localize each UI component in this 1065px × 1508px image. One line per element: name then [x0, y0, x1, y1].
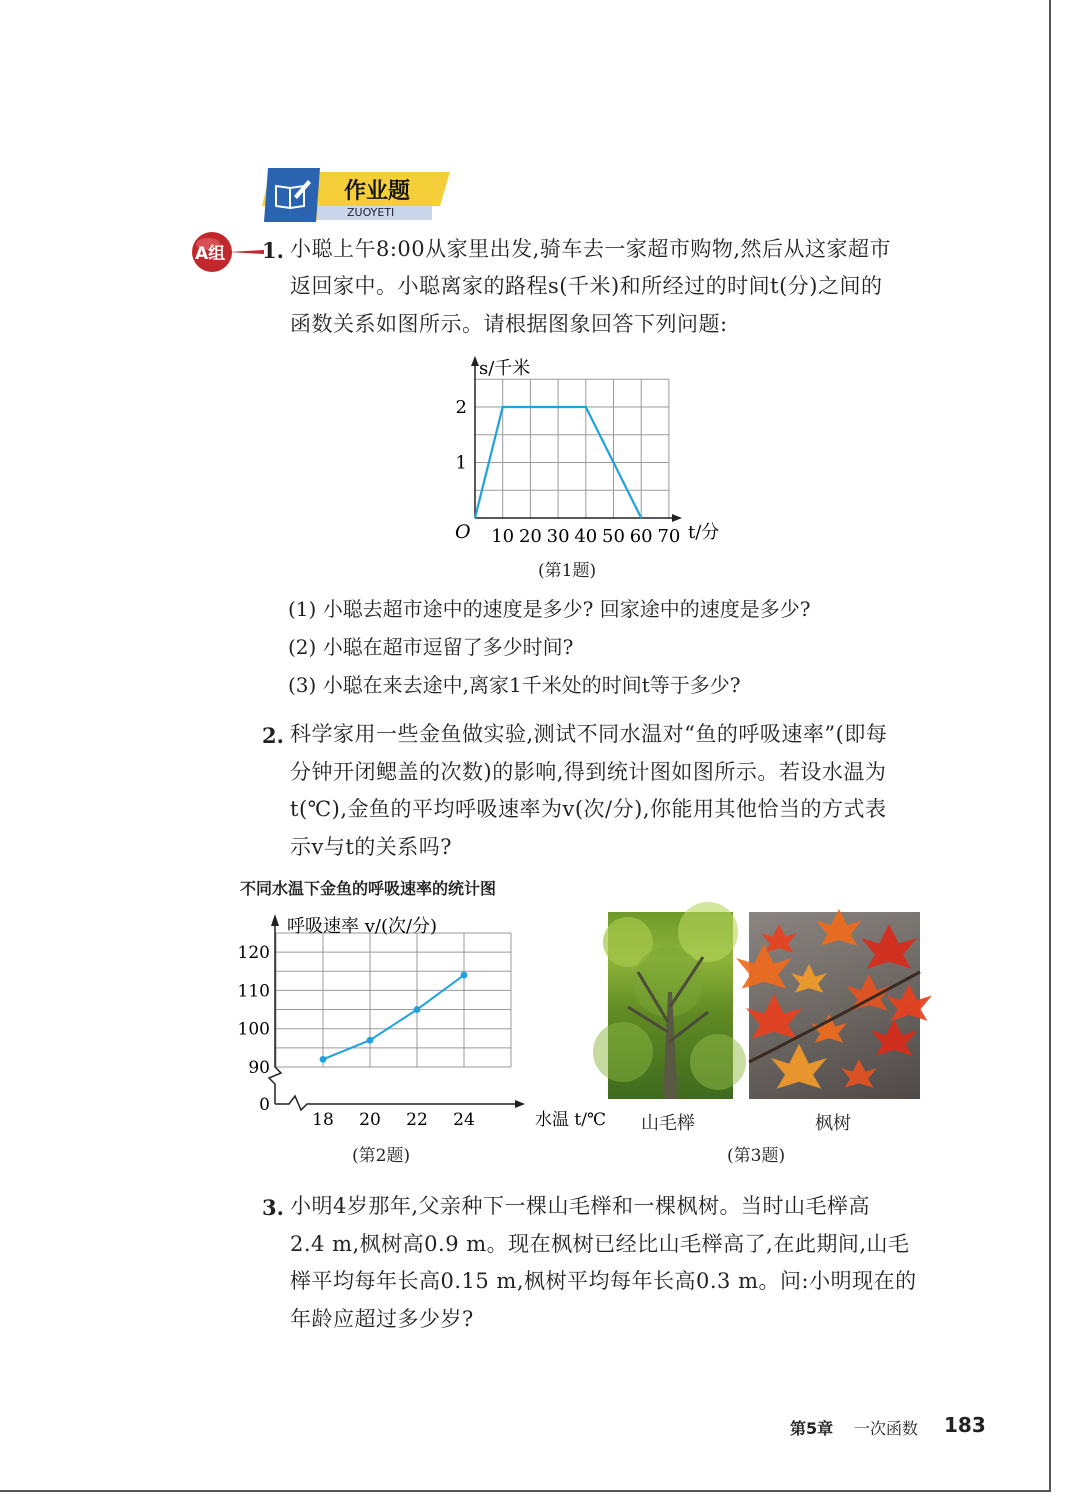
- section-banner: [262, 168, 452, 224]
- maple-leaf: [791, 964, 827, 993]
- q1-caption: (第1题): [538, 561, 597, 581]
- maple-label: 枫树: [815, 1113, 851, 1134]
- x-axis-arrow: [515, 1100, 525, 1108]
- y-tick-label: 90: [248, 1058, 270, 1078]
- q2-line-4: 示v与t的关系吗?: [290, 835, 453, 859]
- y-tick-label: 100: [237, 1019, 270, 1040]
- maple-leaf: [746, 994, 802, 1039]
- y-tick-label: 110: [237, 981, 270, 1002]
- q1-sub-3: (3) 小聪在来去途中,离家1千米处的时间t等于多少?: [288, 673, 741, 697]
- y-tick-label: 120: [237, 943, 270, 964]
- section-title: 作业题: [344, 179, 411, 204]
- q2-line-1: 科学家用一些金鱼做实验,测试不同水温对“鱼的呼吸速率”(即每: [290, 722, 888, 746]
- maple-leaf: [861, 924, 917, 969]
- question-number-1: 1.: [262, 238, 284, 263]
- q3-line-4: 年龄应超过多少岁?: [290, 1307, 474, 1331]
- q1-sub-2: (2) 小聪在超市逗留了多少时间?: [288, 635, 574, 659]
- question-number-3: 3.: [262, 1195, 284, 1220]
- data-point: [461, 972, 468, 979]
- footer-chapter-title: 一次函数: [854, 1419, 919, 1438]
- question-number-2: 2.: [262, 723, 284, 748]
- group-badge-label: A组: [195, 244, 226, 264]
- y-tick-label: 2: [455, 397, 467, 418]
- q2-line-2: 分钟开闭鳃盖的次数)的影响,得到统计图如图所示。若设水温为: [290, 760, 887, 784]
- q1-line-3: 函数关系如图所示。请根据图象回答下列问题:: [290, 312, 728, 336]
- x-tick-label: 70: [657, 526, 681, 547]
- page-number: 183: [944, 1413, 986, 1437]
- x-axis: [275, 1096, 523, 1110]
- q1-line-1: 小聪上午8:00从家里出发,骑车去一家超市购物,然后从这家超市: [290, 237, 892, 261]
- group-badge: [188, 230, 266, 274]
- x-tick-label: 50: [602, 526, 625, 547]
- y-axis-label: 呼吸速率 v/(次/分): [287, 916, 438, 937]
- chart2-title: 不同水温下金鱼的呼吸速率的统计图: [240, 879, 497, 898]
- beech-label: 山毛榉: [641, 1113, 695, 1134]
- q3-line-1: 小明4岁那年,父亲种下一棵山毛榉和一棵枫树。当时山毛榉高: [290, 1194, 871, 1218]
- maple-tree-photo: [749, 912, 920, 1099]
- y-tick-label: 0: [259, 1095, 270, 1115]
- x-tick-label: 10: [491, 526, 515, 547]
- q3-line-3: 榉平均每年长高0.15 m,枫树平均每年长高0.3 m。问:小明现在的: [290, 1269, 917, 1293]
- x-tick-label: 20: [359, 1110, 381, 1130]
- y-tick-label: 1: [455, 452, 467, 474]
- book-pen-icon: [270, 174, 314, 214]
- x-tick-label: 40: [574, 526, 598, 547]
- maple-leaf: [761, 924, 797, 953]
- y-axis-arrow: [471, 356, 479, 366]
- data-point: [320, 1056, 327, 1063]
- beech-tree-photo: [608, 912, 733, 1099]
- data-point: [414, 1006, 421, 1013]
- series-line: [323, 975, 464, 1059]
- footer-chapter: 第5章: [790, 1419, 834, 1438]
- section-subtitle: ZUOYETI: [347, 206, 395, 219]
- y-axis: [269, 918, 281, 1104]
- origin-label: O: [455, 521, 471, 543]
- x-tick-label: 22: [406, 1110, 428, 1130]
- y-axis-label: s/千米: [479, 358, 531, 379]
- maple-leaf: [771, 1044, 827, 1089]
- maple-leaf: [841, 1059, 877, 1088]
- maple-leaf: [816, 909, 862, 946]
- q3-line-2: 2.4 m,枫树高0.9 m。现在枫树已经比山毛榉高了,在此期间,山毛: [290, 1232, 910, 1256]
- q3-caption: (第3题): [727, 1146, 786, 1166]
- y-axis-arrow: [271, 914, 279, 926]
- x-axis-label: t/分: [687, 522, 720, 543]
- x-tick-label: 18: [312, 1110, 334, 1130]
- x-tick-label: 30: [546, 526, 570, 547]
- distance-time-chart: [440, 350, 740, 550]
- q1-line-2: 返回家中。小聪离家的路程s(千米)和所经过的时间t(分)之间的: [290, 274, 883, 298]
- x-tick-label: 20: [518, 526, 542, 547]
- q1-sub-1: (1) 小聪去超市途中的速度是多少? 回家途中的速度是多少?: [288, 597, 811, 621]
- q2-line-3: t(℃),金鱼的平均呼吸速率为v(次/分),你能用其他恰当的方式表: [290, 797, 887, 821]
- x-axis-arrow: [672, 514, 682, 522]
- maple-leaf: [871, 1019, 917, 1056]
- breathing-rate-chart: [232, 908, 606, 1133]
- x-tick-label: 60: [629, 526, 653, 547]
- q2-caption: (第2题): [352, 1146, 411, 1166]
- x-tick-label: 24: [453, 1110, 475, 1130]
- x-axis-label: 水温 t/℃: [535, 1110, 606, 1130]
- data-point: [367, 1037, 374, 1044]
